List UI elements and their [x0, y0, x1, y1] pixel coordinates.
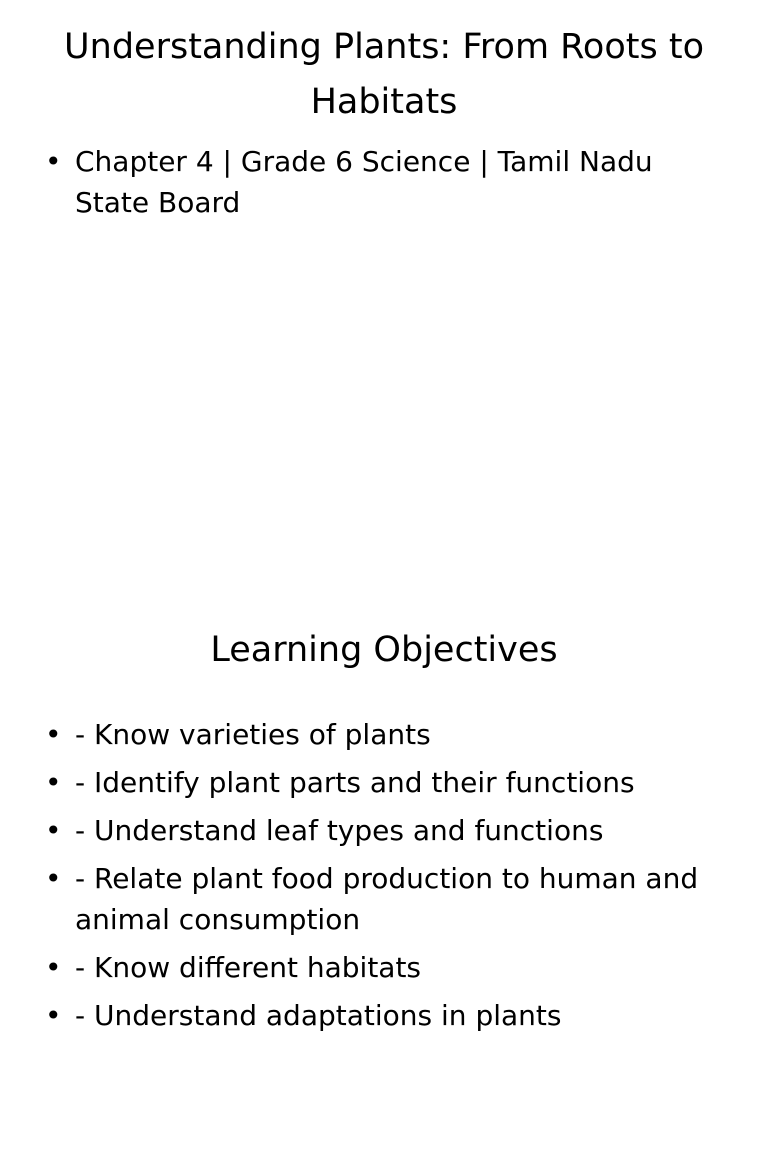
bullet-list — [45, 714, 715, 1043]
slide-title: Understanding Plants: From Roots to Habitats — [64, 27, 704, 122]
bullet-item — [45, 858, 715, 940]
bullet-text: - Know varieties of plants — [75, 718, 431, 751]
bullet-icon: • — [45, 814, 62, 847]
bullet-item — [45, 714, 715, 755]
bullet-text: - Understand leaf types and functions — [75, 814, 604, 847]
bullet-text: - Relate plant food production to human and animal consumption — [75, 862, 699, 936]
bullet-icon: • — [45, 999, 62, 1032]
bullet-item — [45, 995, 715, 1036]
bullet-item — [45, 947, 715, 988]
learning-objectives-slide — [0, 576, 768, 1152]
bullet-icon: • — [45, 718, 62, 751]
bullet-text: Chapter 4 | Grade 6 Science | Tamil Nadu State Board — [75, 145, 653, 219]
bullet-text: - Identify plant parts and their functions — [75, 766, 635, 799]
bullet-icon: • — [45, 951, 62, 984]
bullet-icon: • — [45, 862, 62, 895]
bullet-icon: • — [45, 766, 62, 799]
bullet-list — [45, 141, 715, 230]
bullet-item — [45, 810, 715, 851]
bullet-item — [45, 141, 715, 223]
bullet-item — [45, 762, 715, 803]
bullet-text: - Know different habitats — [75, 951, 422, 984]
bullet-icon: • — [45, 145, 62, 178]
bullet-text: - Understand adaptations in plants — [75, 999, 562, 1032]
slide-title: Learning Objectives — [210, 630, 558, 670]
